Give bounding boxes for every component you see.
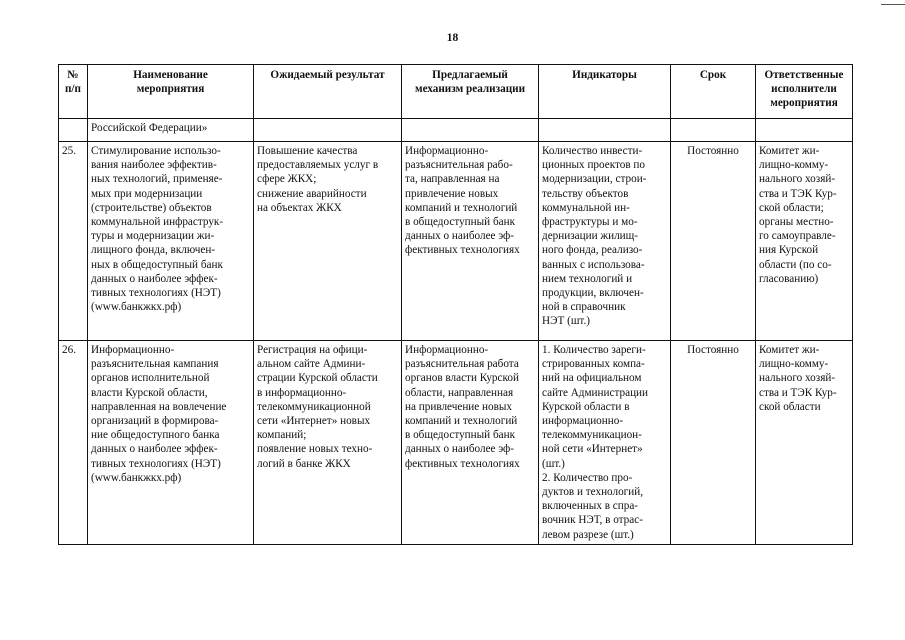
- cell-num: 26.: [59, 341, 88, 545]
- cell-result: Регистрация на офици- альном сайте Админи- страции Курской области в информационно- телекоммуникационной сети «Интернет» новых компаний; появление новых техно- логий в банке ЖКХ: [254, 341, 402, 545]
- page-number: 18: [446, 32, 459, 44]
- cell-responsible: [756, 119, 853, 142]
- cell-term: Постоянно: [671, 142, 756, 341]
- cell-name: Российской Федерации»: [88, 119, 254, 142]
- cell-mechanism: Информационно- разъяснительная работа органов власти Курской области, направленная на привлечение новых компаний и технологий в общедоступный банк данных о наиболее эф- фективных технологиях: [402, 341, 539, 545]
- cell-indicators: Количество инвести- ционных проектов по модернизации, строи- тельству объектов коммунальной ин- фраструктуры и мо- дернизации жилищ- ного фонда, реализо- ванных с использова- нием технологий и продукции, включен- ной в справочник НЭТ (шт.): [539, 142, 671, 341]
- cell-responsible: Комитет жи- лищно-комму- нального хозяй- ства и ТЭК Кур- ской области; органы местно- го самоуправле- ния Курской области (по со- гласованию): [756, 142, 853, 341]
- cell-result: Повышение качества предоставляемых услуг в сфере ЖКХ; снижение аварийности на объектах ЖКХ: [254, 142, 402, 341]
- cell-indicators: [539, 119, 671, 142]
- cell-name: Стимулирование использо- вания наиболее эффектив- ных технологий, применяе- мых при модернизации (строительстве) объектов коммунальной инфраструк- туры и модернизации жи- лищного фонда, включен- ных в общедоступный банк данных о наиболее эффек- тивных технологиях (НЭТ) (www.банкжкх.рф): [88, 142, 254, 341]
- header-mechanism: Предлагаемый механизм реализации: [402, 65, 539, 119]
- table-row-continuation: [59, 119, 853, 142]
- header-result: Ожидаемый результат: [254, 65, 402, 119]
- header-term: Срок: [671, 65, 756, 119]
- cell-name: Информационно- разъяснительная кампания органов исполнительной власти Курской области, направленная на вовлечение организаций в формирова- ние общедоступного банка данных о наиболее эффек- тивных технологиях (НЭТ) (www.банкжкх.рф): [88, 341, 254, 545]
- header-responsible: Ответственные исполнители мероприятия: [756, 65, 853, 119]
- cell-mechanism: [402, 119, 539, 142]
- cell-result: [254, 119, 402, 142]
- measures-table: [58, 64, 853, 545]
- cell-indicators: 1. Количество зареги- стрированных компа- ний на официальном сайте Администрации Курской области в информационно- телекоммуникацион- ной сети «Интернет» (шт.) 2. Количество про- дуктов и технологий, включенных в спра- вочник НЭТ, в отрас- левом разрезе (шт.): [539, 341, 671, 545]
- cell-term: Постоянно: [671, 341, 756, 545]
- corner-mark: [881, 4, 905, 5]
- cell-num: [59, 119, 88, 142]
- table-row: [59, 142, 853, 341]
- cell-mechanism: Информационно- разъяснительная рабо- та, направленная на привлечение новых компаний и технологий в общедоступный банк данных о наиболее эф- фективных технологиях: [402, 142, 539, 341]
- cell-term: [671, 119, 756, 142]
- header-name: Наименование мероприятия: [88, 65, 254, 119]
- cell-num: 25.: [59, 142, 88, 341]
- table-header-row: [59, 65, 853, 119]
- header-indicators: Индикаторы: [539, 65, 671, 119]
- cell-responsible: Комитет жи- лищно-комму- нального хозяй- ства и ТЭК Кур- ской области: [756, 341, 853, 545]
- header-num: № п/п: [59, 65, 88, 119]
- table-row: [59, 341, 853, 545]
